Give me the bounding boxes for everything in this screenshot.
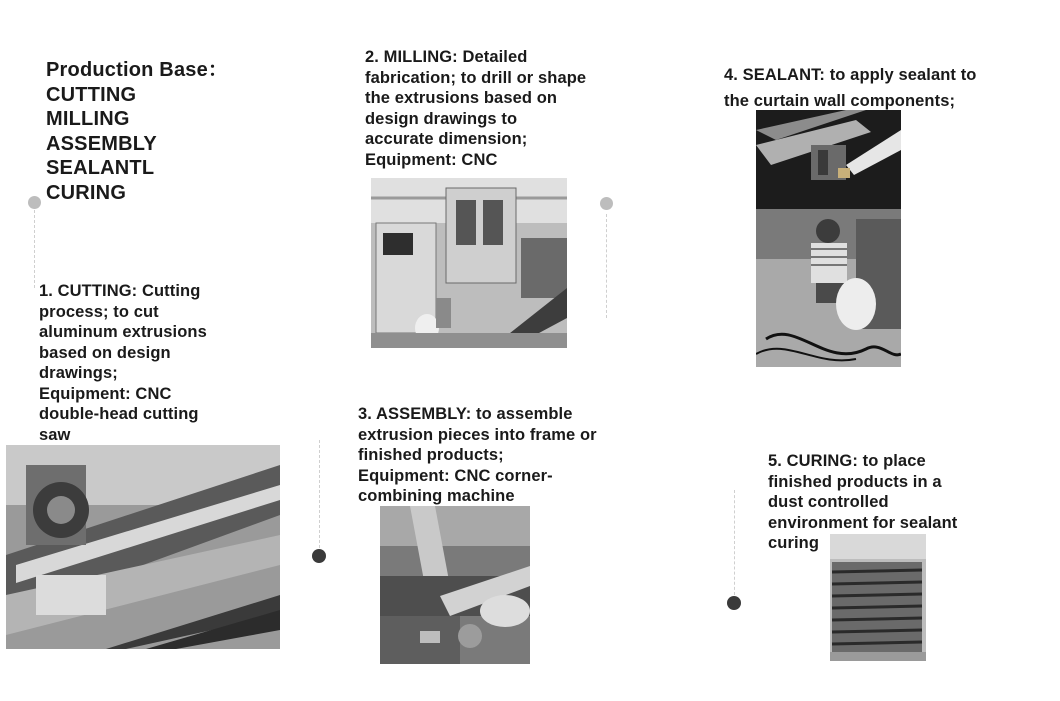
step-list-item-assembly: ASSEMBLY — [46, 132, 157, 155]
timeline-dot-left — [28, 196, 41, 209]
assembly-machine-image — [380, 506, 530, 664]
step-list-item-cutting: CUTTING — [46, 83, 137, 106]
cutting-saw-photo — [6, 445, 280, 649]
sealant-description: 4. SEALANT: to apply sealant to the curtain wall components; — [724, 66, 977, 110]
sealant-closeup-photo — [756, 110, 901, 209]
timeline-line-left — [34, 210, 35, 288]
sealant-worker-photo — [756, 209, 901, 367]
cutting-saw-image — [6, 445, 280, 649]
curing-description: 5. CURING: to place finished products in a dust controlled environment for sealant curing — [768, 452, 958, 552]
timeline-dot-curing — [727, 596, 741, 610]
curing-racks-photo — [830, 534, 926, 661]
cutting-description: 1. CUTTING: Cutting process; to cut aluminum extrusions based on design drawings; Equipment: CNC double-head cutting saw — [39, 282, 207, 444]
assembly-machine-photo — [380, 506, 530, 664]
step-list-item-curing: CURING — [46, 181, 127, 204]
timeline-dot-milling — [600, 197, 613, 210]
step-list-item-milling: MILLING — [46, 108, 130, 130]
sealant-worker-image — [756, 209, 901, 367]
timeline-line-assembly — [319, 440, 320, 548]
sealant-closeup-image — [756, 110, 901, 209]
timeline-line-milling — [606, 214, 607, 318]
curing-racks-image — [830, 534, 926, 661]
page-title: Production Base： — [46, 59, 229, 81]
timeline-dot-assembly — [312, 549, 326, 563]
milling-machine-photo — [371, 178, 567, 348]
milling-description: 2. MILLING: Detailed fabrication; to drill or shape the extrusions based on design drawings to accurate dimension; Equipment: CNC — [365, 48, 587, 169]
step-list-item-sealant: SEALANTL — [46, 157, 155, 179]
milling-machine-image — [371, 178, 567, 348]
timeline-line-curing — [734, 490, 735, 595]
production-base-heading — [46, 58, 228, 205]
assembly-description: 3. ASSEMBLY: to assemble extrusion pieces into frame or finished products; Equipment: CNC corner- combining machine — [358, 405, 597, 505]
